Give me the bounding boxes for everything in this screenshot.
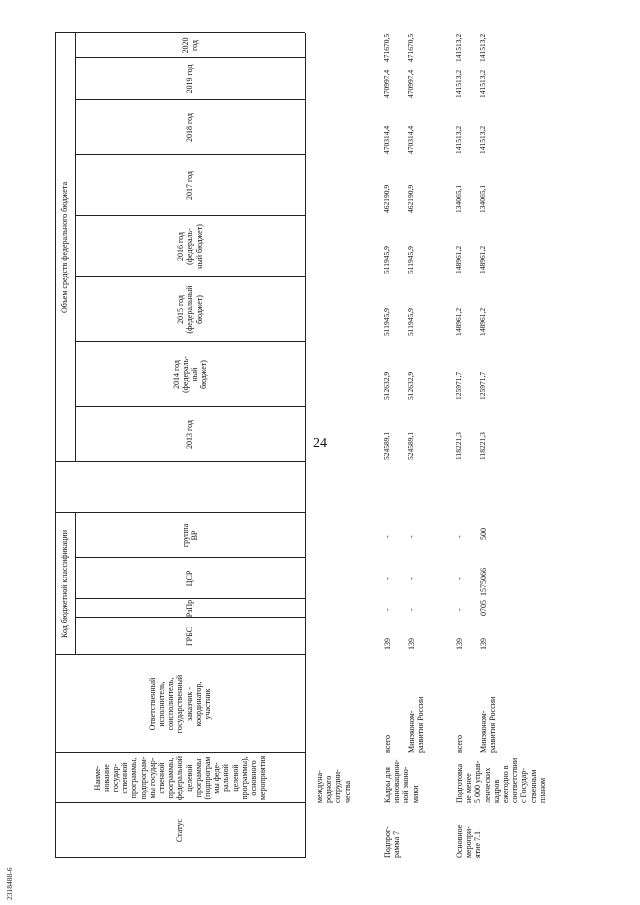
cell-value: 462190,9 <box>382 184 391 213</box>
cell-rzpr: - <box>383 608 392 611</box>
row-status: Подпрог- рамма 7 <box>383 826 402 858</box>
cell-vr: 500 <box>479 528 488 540</box>
cell-value: 141513,2 <box>478 125 487 154</box>
cell-rzpr: 0705 <box>479 600 488 616</box>
header-status: Статус <box>175 818 185 843</box>
cell-value: 511945,9 <box>406 246 415 274</box>
row-name: Кадры для инновацион- ной эконо- мики <box>383 759 420 803</box>
cell-value: 141513,2 <box>454 125 463 154</box>
header-year: 2015 год (федеральный бюджет) <box>176 285 204 334</box>
header-year: 2020 год <box>180 37 199 54</box>
cell-value: 524589,1 <box>406 431 415 460</box>
header-year: 2018 год <box>185 113 195 142</box>
cell-rzpr: - <box>407 608 416 611</box>
row-executor: Минэконом- развития России <box>479 696 498 753</box>
cell-value: 141513,2 <box>478 33 487 62</box>
cell-value: 511945,9 <box>406 308 415 336</box>
cell-value: 148961,2 <box>454 245 463 274</box>
cell-value: 471670,5 <box>406 33 415 62</box>
cell-value: 148961,2 <box>454 307 463 336</box>
continuation-text: междуна- родного сотрудни- чества <box>315 769 352 803</box>
cell-value: 512632,9 <box>406 371 415 400</box>
cell-value: 470314,4 <box>406 125 415 154</box>
cell-csr: 1575066 <box>479 568 488 596</box>
header-year: 2014 год (федераль- ный бюджет) <box>171 356 209 393</box>
header-csr: ЦСР <box>185 570 195 587</box>
cell-vr: - <box>455 535 464 538</box>
cell-rzpr: - <box>455 608 464 611</box>
cell-value: 141513,2 <box>478 69 487 98</box>
document-id: 2318488-6 <box>5 867 14 900</box>
cell-value: 118221,3 <box>454 432 463 460</box>
cell-value: 118221,3 <box>478 432 487 460</box>
cell-value: 524589,1 <box>382 431 391 460</box>
cell-grbs: 139 <box>383 638 392 650</box>
cell-value: 512632,9 <box>382 371 391 400</box>
header-volume: Объем средств федерального бюджета <box>60 182 70 313</box>
row-status: Основное меропри- ятие 7.1 <box>455 824 483 858</box>
cell-value: 141513,2 <box>454 69 463 98</box>
cell-value: 134065,1 <box>454 184 463 213</box>
header-year: 2013 год <box>185 420 195 449</box>
header-name: Наиме- нование государ- ственной программы, подпрограм- мы государ- ственной программы, федеральной целевой программы (подпрограм мы феде- ральной целевой программы), основного мероприятия <box>92 755 268 801</box>
row-name: Подготовка не менее 5 000 управ- ленческих кадров ежегодно в соответствии с Государ- ственным планом <box>455 757 547 803</box>
header-grbs: ГРБС <box>185 627 195 646</box>
header-budget-code: Код бюджетной классификации <box>60 530 70 638</box>
header-rzpr: РзПр <box>185 599 195 618</box>
cell-value: 141513,2 <box>454 33 463 62</box>
cell-csr: - <box>455 577 464 580</box>
cell-grbs: 139 <box>407 638 416 650</box>
page-number: 24 <box>313 436 327 451</box>
cell-csr: - <box>407 577 416 580</box>
cell-value: 470314,4 <box>382 125 391 154</box>
cell-value: 470997,4 <box>406 69 415 98</box>
budget-table <box>55 33 575 858</box>
cell-vr: - <box>407 535 416 538</box>
cell-value: 470997,4 <box>382 69 391 98</box>
header-executor: Ответственный исполнитель, соисполнитель, государственный заказчик - координатор, участник <box>147 674 212 734</box>
cell-value: 511945,9 <box>382 308 391 336</box>
cell-value: 471670,5 <box>382 33 391 62</box>
cell-value: 134065,1 <box>478 184 487 213</box>
header-year: 2016 год (федераль- ный бюджет) <box>176 224 204 269</box>
cell-csr: - <box>383 577 392 580</box>
cell-value: 148961,2 <box>478 307 487 336</box>
row-executor: всего <box>383 734 392 753</box>
header-year: 2019 год <box>185 64 195 94</box>
cell-value: 511945,9 <box>382 246 391 274</box>
cell-value: 462190,9 <box>406 184 415 213</box>
row-executor: Минэконом- развития России <box>407 696 426 753</box>
header-year: 2017 год <box>185 171 195 200</box>
cell-grbs: 139 <box>455 638 464 650</box>
row-executor: всего <box>455 734 464 753</box>
header-vr: группа ВР <box>180 523 199 548</box>
cell-vr: - <box>383 535 392 538</box>
cell-value: 148961,2 <box>478 245 487 274</box>
cell-grbs: 139 <box>479 638 488 650</box>
cell-value: 125971,7 <box>478 371 487 400</box>
cell-value: 125971,7 <box>454 371 463 400</box>
